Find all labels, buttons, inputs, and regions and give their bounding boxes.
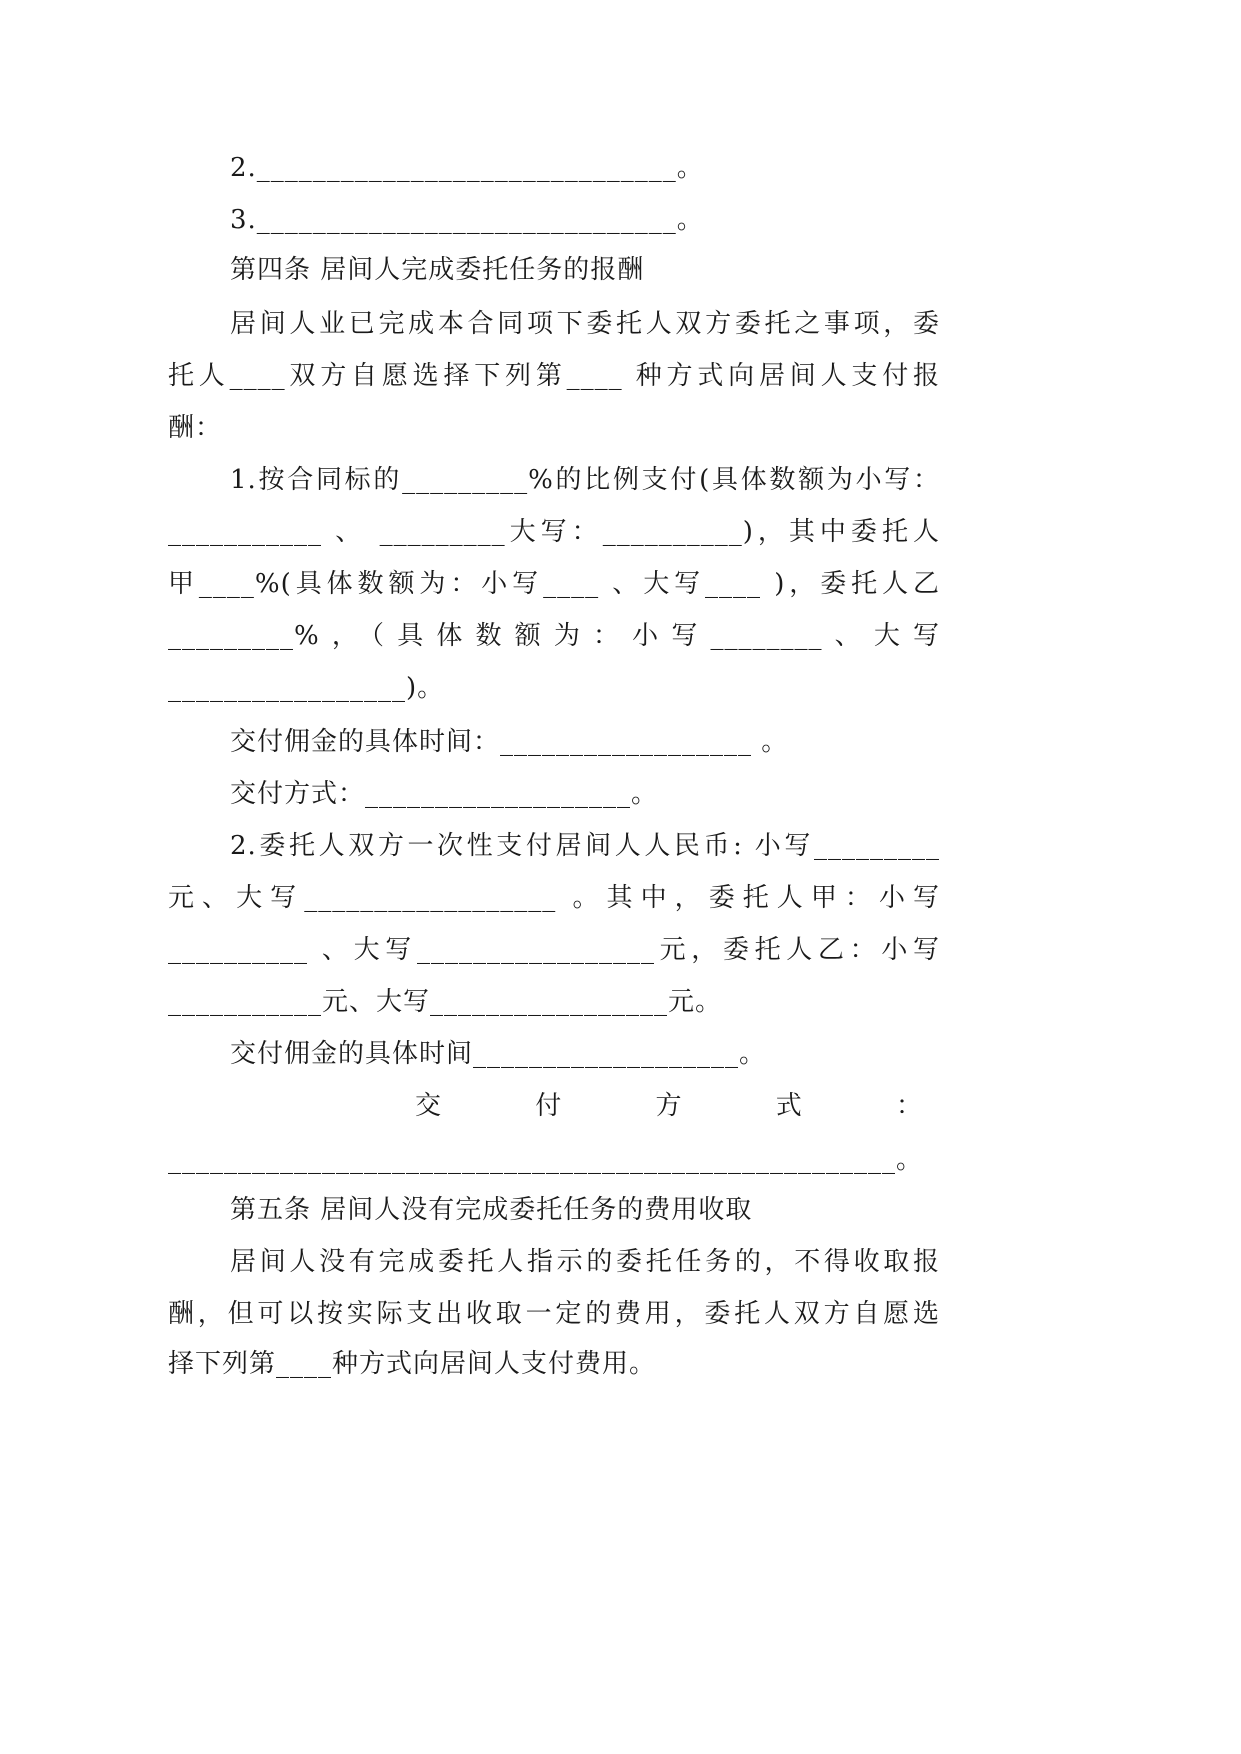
payment-time-line: 交付佣金的具体时间___________________。 [230, 1039, 767, 1069]
payment-time-line: 交付佣金的具体时间：__________________ 。 [230, 727, 789, 757]
paragraph-line: 酬，但可以按实际支出收取一定的费用，委托人双方自愿选 [168, 1299, 940, 1329]
article-5-heading: 第五条 居间人没有完成委托任务的费用收取 [230, 1195, 753, 1225]
paragraph-line: ___________元、大写_________________元。 [168, 987, 723, 1017]
paragraph-line: __________ 、大写_________________元，委托人乙：小写 [168, 935, 940, 965]
clause-item-2: 2.______________________________。 [230, 153, 704, 183]
paragraph-line: _________%，（具体数额为：小写________、大写 [168, 621, 940, 651]
clause-item-3: 3.______________________________。 [230, 205, 704, 235]
paragraph-line: _________________)。 [168, 673, 445, 703]
paragraph-line: 元、大写__________________ 。其中，委托人甲：小写 [168, 883, 940, 913]
paragraph-line: 1.按合同标的_________%的比例支付(具体数额为小写： [230, 465, 940, 495]
paragraph-line: 酬： [168, 413, 223, 443]
paragraph-line: 居间人没有完成委托人指示的委托任务的，不得收取报 [230, 1247, 940, 1277]
paragraph-line: 托人____双方自愿选择下列第____ 种方式向居间人支付报 [168, 361, 940, 391]
article-4-heading: 第四条 居间人完成委托任务的报酬 [230, 255, 645, 285]
payment-method-label: 交付方式： [415, 1091, 923, 1121]
paragraph-line: 择下列第____种方式向居间人支付费用。 [168, 1349, 657, 1379]
paragraph-line: ___________ 、 _________大写：__________)，其中委托人 [168, 517, 940, 547]
paragraph-line: 甲____%(具体数额为：小写____ 、大写____ )，委托人乙 [168, 569, 940, 599]
paragraph-line: 2.委托人双方一次性支付居间人人民币: 小写_________ [230, 831, 940, 861]
payment-method-line: 交付方式：___________________。 [230, 779, 659, 809]
payment-method-blank: ____________________________________________________。 [168, 1145, 923, 1175]
paragraph-line: 居间人业已完成本合同项下委托人双方委托之事项，委 [230, 309, 940, 339]
